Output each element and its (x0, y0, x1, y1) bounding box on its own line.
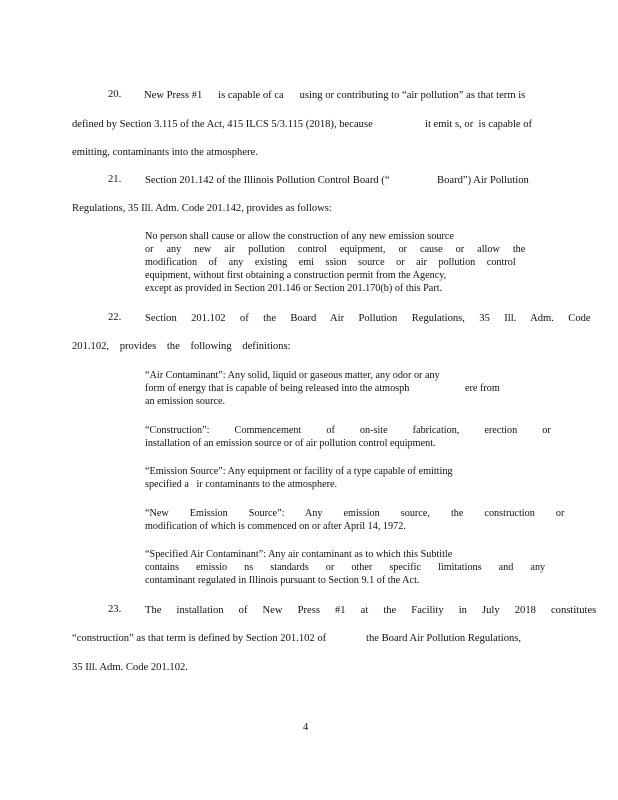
paragraph-23-line-2: “construction” as that term is defined by Section 201.102 of (72, 633, 327, 644)
paragraph-number-22: 22. (108, 312, 122, 323)
paragraph-20-line-1: New Press #1 is capable of ca using or contributing to “air pollution” as that term is (144, 90, 526, 101)
def-air-contaminant-line-3: an emission source. (145, 396, 226, 407)
paragraph-number-20: 20. (108, 89, 122, 100)
quote-21-line-3 (145, 256, 516, 269)
def-air-contaminant-line-2b: ere from (465, 383, 500, 394)
quote-21-line-4: equipment, without first obtaining a construction permit from the Agency, (145, 270, 447, 281)
paragraph-number-21: 21. (108, 174, 122, 185)
paragraph-20-line-2: defined by Section 3.115 of the Act, 415 ILCS 5/3.115 (2018), because (72, 119, 373, 130)
quote-21-line-2-text: or any new air pollution control equipment, or cause or allow the (145, 244, 526, 255)
def-construction-line-1: “Construction”: Commencement of on-site fabrication, erection or (145, 425, 551, 436)
quote-21-line-3-text: modification of any existing emi ssion source or air pollution control (145, 257, 516, 268)
quote-21-line-2 (145, 243, 526, 256)
paragraph-21-line-1b: Board”) Air Pollution (437, 175, 529, 186)
def-specified-air-contaminant-line-2: contains emissio ns standards or other specific limitations and any (145, 562, 546, 573)
def-new-emission-source-line-2: modification of which is commenced on or after April 14, 1972. (145, 521, 406, 532)
paragraph-23-line-1: The installation of New Press #1 at the Facility in July 2018 constitutes (145, 605, 597, 616)
paragraph-22-line-2: 201.102, provides the following definitions: (72, 341, 291, 352)
paragraph-21-line-2: Regulations, 35 Ill. Adm. Code 201.142, provides as follows: (72, 203, 332, 214)
paragraph-22-line-1: Section 201.102 of the Board Air Pollution Regulations, 35 Ill. Adm. Code (145, 313, 591, 324)
def-emission-source-line-2: specified a ir contaminants to the atmosphere. (145, 479, 338, 490)
def-air-contaminant-line-2: form of energy that is capable of being released into the atmosph (145, 383, 410, 394)
def-new-emission-source-line-1: “New Emission Source”: Any emission source, the construction or (145, 508, 565, 519)
page-number: 4 (303, 722, 309, 733)
paragraph-number-23: 23. (108, 604, 122, 615)
quote-21-line-1: No person shall cause or allow the construction of any new emission source (145, 231, 454, 242)
paragraph-23-line-3: 35 Ill. Adm. Code 201.102. (72, 662, 188, 673)
def-specified-air-contaminant-line-3: contaminant regulated in Illinois pursuant to Section 9.1 of the Act. (145, 575, 420, 586)
paragraph-23-line-2b: the Board Air Pollution Regulations, (366, 633, 522, 644)
paragraph-21-line-1: Section 201.142 of the Illinois Pollution Control Board (“ (145, 175, 390, 186)
def-construction-line-2: installation of an emission source or of air pollution control equipment. (145, 438, 436, 449)
paragraph-20-line-2b: it emit s, or is capable of (425, 119, 533, 130)
paragraph-20-line-3: emitting, contaminants into the atmosphere. (72, 147, 258, 158)
def-emission-source-line-1: “Emission Source”: Any equipment or facility of a type capable of emitting (145, 466, 453, 477)
def-air-contaminant-line-1: “Air Contaminant”: Any solid, liquid or gaseous matter, any odor or any (145, 370, 440, 381)
quote-21-line-5: except as provided in Section 201.146 or Section 201.170(b) of this Part. (145, 283, 443, 294)
def-specified-air-contaminant-line-1: “Specified Air Contaminant”: Any air contaminant as to which this Subtitle (145, 549, 453, 560)
